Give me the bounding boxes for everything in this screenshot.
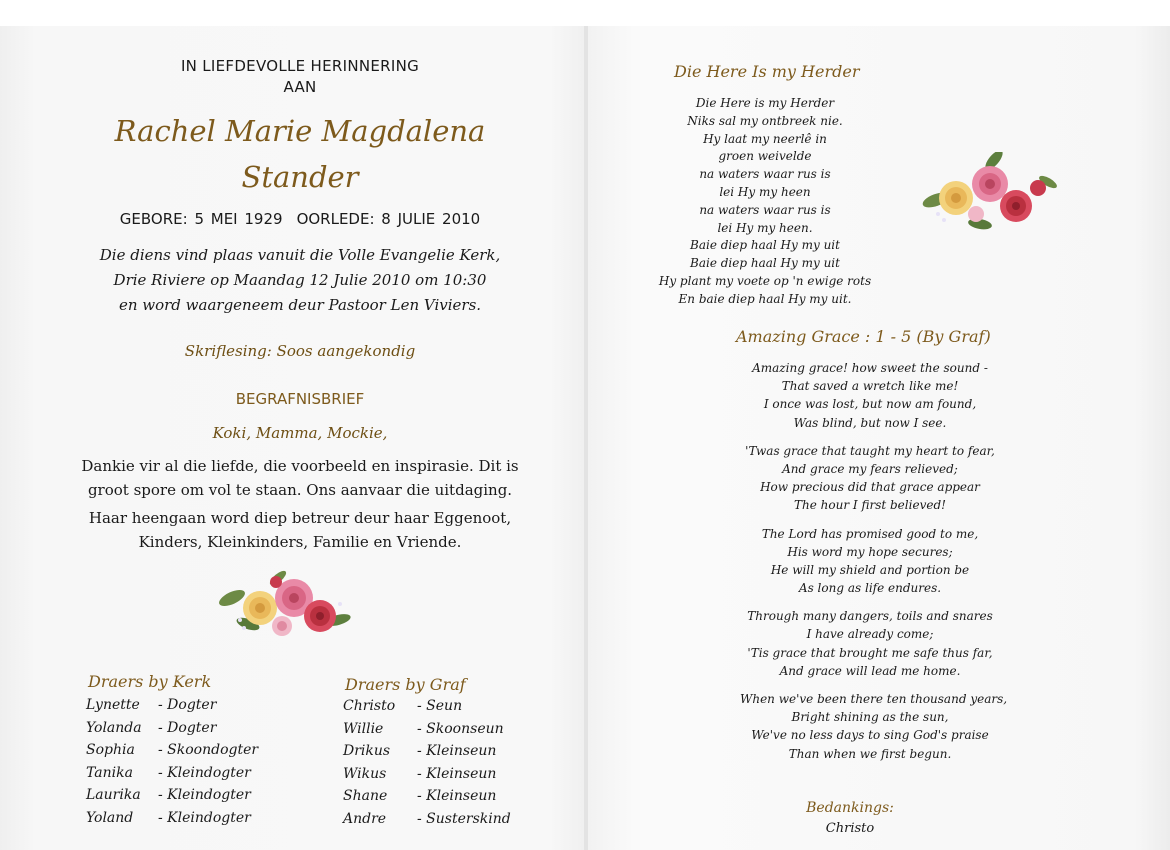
bearer-name: Andre: [343, 810, 387, 827]
bearer-relation: - Susterskind: [417, 810, 511, 827]
hymn-line: Through many dangers, toils and snares: [747, 609, 993, 624]
hymn-line: Amazing grace! how sweet the sound -: [752, 361, 988, 375]
death-date: OORLEDE: 8 JULIE 2010: [296, 210, 481, 228]
hymn-stanza: [740, 607, 1000, 680]
hymn-line: As long as life endures.: [798, 581, 942, 596]
bearers-church-title: Draers by Kerk: [88, 672, 212, 691]
list-item: [86, 765, 286, 788]
rose-bouquet-illustration: [920, 152, 1060, 232]
birth-date: GEBORE: 5 MEI 1929: [119, 210, 283, 228]
bearer-name: Laurika: [86, 787, 141, 804]
bearers-church-list: [86, 697, 286, 833]
hymn-line: The hour I first believed!: [794, 498, 946, 513]
memorial-heading: IN LIEFDEVOLLE HERINNERING: [180, 57, 420, 75]
letter-heading: BEGRAFNISBRIEF: [235, 390, 365, 408]
bearer-name: Wikus: [343, 765, 387, 782]
list-item: [343, 743, 543, 766]
psalm-line: lei Hy my heen.: [717, 220, 813, 235]
list-item: [86, 697, 286, 720]
psalm-line: na waters waar rus is: [699, 167, 831, 182]
list-item: [343, 811, 543, 834]
scripture-reading: Skriflesing: Soos aangekondig: [184, 342, 416, 360]
bearer-relation: - Dogter: [158, 719, 217, 736]
psalm-line: Niks sal my ontbreek nie.: [687, 113, 843, 128]
hymn-line: When we've been there ten thousand years,: [740, 692, 1008, 706]
psalm-line: Hy plant my voete op 'n ewige rots: [658, 273, 872, 288]
hymn-line: Bright shining as the sun,: [791, 710, 949, 725]
psalm-line: Baie diep haal Hy my uit: [690, 256, 840, 271]
psalm-text: [650, 95, 880, 309]
list-item: [343, 698, 543, 721]
acknowledgements-title: Bedankings:: [806, 800, 894, 816]
psalm-line: groen weivelde: [718, 149, 812, 164]
hymn-stanza: [740, 690, 1008, 763]
hymn-title: Amazing Grace : 1 - 5 (By Graf): [736, 327, 991, 346]
bearer-relation: - Skoonseun: [417, 720, 504, 737]
service-line-2: Drie Riviere op Maandag 12 Julie 2010 om 10:30: [113, 271, 487, 289]
bearer-relation: - Kleinseun: [417, 788, 497, 805]
psalm-line: Die Here is my Herder: [695, 96, 835, 110]
hymn-line: He will my shield and portion be: [770, 562, 970, 577]
hymn-line: Than when we first begun.: [788, 746, 952, 761]
bearer-name: Shane: [343, 788, 388, 805]
bearer-relation: - Kleinseun: [417, 765, 497, 782]
bearers-grave-title: Draers by Graf: [345, 675, 466, 694]
hymn-line: Was blind, but now I see.: [793, 415, 947, 430]
memorial-heading-aan: AAN: [283, 78, 317, 96]
bearer-relation: - Seun: [417, 698, 463, 714]
hymn-line: I have already come;: [806, 627, 934, 642]
psalm-title: Die Here Is my Herder: [674, 62, 860, 81]
letter-paragraph-1: Dankie vir al die liefde, die voorbeeld en inspirasie. Dit is groot spore om vol te staan. Ons aanvaar die uitdaging.: [81, 457, 519, 499]
bearer-name: Tanika: [86, 764, 133, 781]
bearer-relation: - Kleinseun: [417, 743, 497, 760]
psalm-line: Baie diep haal Hy my uit: [690, 238, 840, 253]
hymn-line: I once was lost, but now am found,: [763, 397, 977, 412]
hymn-line: The Lord has promised good to me,: [761, 526, 979, 541]
service-line-3: en word waargeneem deur Pastoor Len Viviers.: [118, 296, 482, 314]
hymn-line: And grace my fears relieved;: [782, 461, 958, 476]
list-item: [343, 788, 543, 811]
hymn-line: And grace will lead me home.: [779, 663, 961, 678]
bearer-name: Lynette: [86, 697, 140, 713]
psalm-line: na waters waar rus is: [699, 202, 831, 217]
bearer-relation: - Kleindogter: [158, 787, 251, 804]
service-line-1: Die diens vind plaas vanuit die Volle Evangelie Kerk,: [99, 246, 501, 264]
list-item: [343, 721, 543, 744]
bearer-name: Christo: [343, 698, 396, 714]
rose-bouquet-illustration: [218, 568, 358, 640]
hymn-text: [740, 359, 1008, 773]
bearers-grave-list: [343, 698, 543, 834]
psalm-line: Hy laat my neerlê in: [703, 131, 827, 146]
hymn-line: 'Twas grace that taught my heart to fear,: [745, 443, 995, 458]
list-item: [343, 766, 543, 789]
bearer-name: Yolanda: [86, 719, 142, 736]
hymn-stanza: [740, 442, 1000, 515]
deceased-surname: Stander: [241, 160, 359, 194]
psalm-line: En baie diep haal Hy my uit.: [678, 291, 852, 306]
bearer-relation: - Kleindogter: [158, 809, 251, 826]
life-dates: [0, 210, 600, 228]
letter-greeting: Koki, Mamma, Mockie,: [212, 424, 388, 442]
list-item: [86, 810, 286, 833]
deceased-first-names: Rachel Marie Magdalena: [114, 114, 486, 148]
bearer-name: Yoland: [86, 809, 134, 826]
bearer-name: Willie: [343, 720, 384, 737]
hymn-line: How precious did that grace appear: [760, 480, 980, 495]
list-item: [86, 787, 286, 810]
list-item: [86, 742, 286, 765]
bearer-name: Drikus: [343, 743, 391, 760]
bearer-relation: - Dogter: [158, 697, 217, 713]
psalm-line: lei Hy my heen: [719, 184, 811, 199]
bearer-name: Sophia: [86, 742, 135, 759]
acknowledgements-name: Christo: [825, 821, 875, 836]
hymn-stanza: [740, 359, 1000, 432]
letter-paragraph-2: Haar heengaan word diep betreur deur haar Eggenoot, Kinders, Kleinkinders, Familie en Vriende.: [88, 509, 512, 551]
hymn-line: His word my hope secures;: [787, 544, 953, 559]
hymn-line: That saved a wretch like me!: [781, 379, 959, 394]
hymn-stanza: [740, 525, 1000, 598]
hymn-line: We've no less days to sing God's praise: [751, 728, 989, 743]
list-item: [86, 720, 286, 743]
hymn-line: 'Tis grace that brought me safe thus far,: [747, 645, 993, 660]
bearer-relation: - Kleindogter: [158, 764, 251, 781]
bearer-relation: - Skoondogter: [158, 742, 259, 759]
